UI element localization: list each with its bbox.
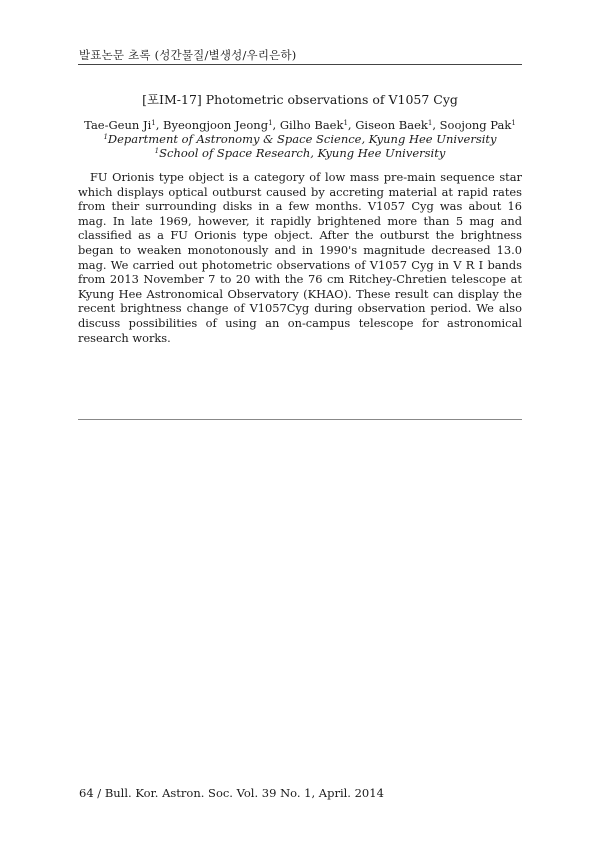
- affiliation-mark: 1: [154, 147, 160, 155]
- author-affil-mark: 1: [427, 119, 433, 127]
- author-affil-mark: 1: [343, 119, 348, 127]
- author-affil-mark: 1: [151, 119, 156, 127]
- affiliation-mark: 1: [103, 133, 108, 141]
- author-separator: ,: [347, 118, 356, 132]
- author-separator: ,: [432, 118, 440, 132]
- affiliation: [78, 146, 522, 160]
- author-name: Soojong Pak: [439, 118, 512, 132]
- running-header: 발표논문 초록 (성간물질/별생성/우리은하): [79, 48, 297, 62]
- affiliation: [78, 132, 522, 146]
- author-affil-mark: 1: [511, 119, 516, 127]
- paper-title: [포IM-17] Photometric observations of V1057 Cyg: [142, 92, 458, 107]
- affiliation-text: School of Space Research, Kyung Hee University: [159, 146, 446, 160]
- author-separator: ,: [272, 118, 280, 132]
- author-affil-mark: 1: [268, 119, 273, 127]
- abstract-body: FU Orionis type object is a category of low mass pre-main sequence star which displays optical outburst caused by accreting material at rapid rates from their surrounding disks in a few months. V1057 Cyg was about 16 mag. In late 1969, however, it rapidly brightened more than 5 mag and classified as a FU Orionis type object. After the outburst the brightness began to weaken monotonously and in 1990's magnitude decreased 13.0 mag. We carried out photometric observations of V1057 Cyg in V R I bands from 2013 November 7 to 20 with the 76 cm Ritchey-Chretien telescope at Kyung Hee Astronomical Observatory (KHAO). These result can display the recent brightness change of V1057Cyg during observation period. We also discuss possibilities of using an on-campus telescope for astronomical research works.: [78, 170, 522, 345]
- affiliation-text: Department of Astronomy & Space Science, Kyung Hee University: [107, 132, 497, 146]
- author-separator: ,: [155, 118, 164, 132]
- author-name: Gilho Baek: [279, 118, 344, 132]
- author-list: [78, 118, 522, 132]
- header-divider: [78, 64, 522, 65]
- abstract-end-divider: [78, 419, 522, 420]
- page-footer-citation: 64 / Bull. Kor. Astron. Soc. Vol. 39 No. 1, April. 2014: [79, 786, 384, 800]
- author-name: Byeongjoon Jeong: [163, 118, 269, 132]
- author-name: Giseon Baek: [355, 118, 428, 132]
- author-name: Tae-Geun Ji: [84, 118, 152, 132]
